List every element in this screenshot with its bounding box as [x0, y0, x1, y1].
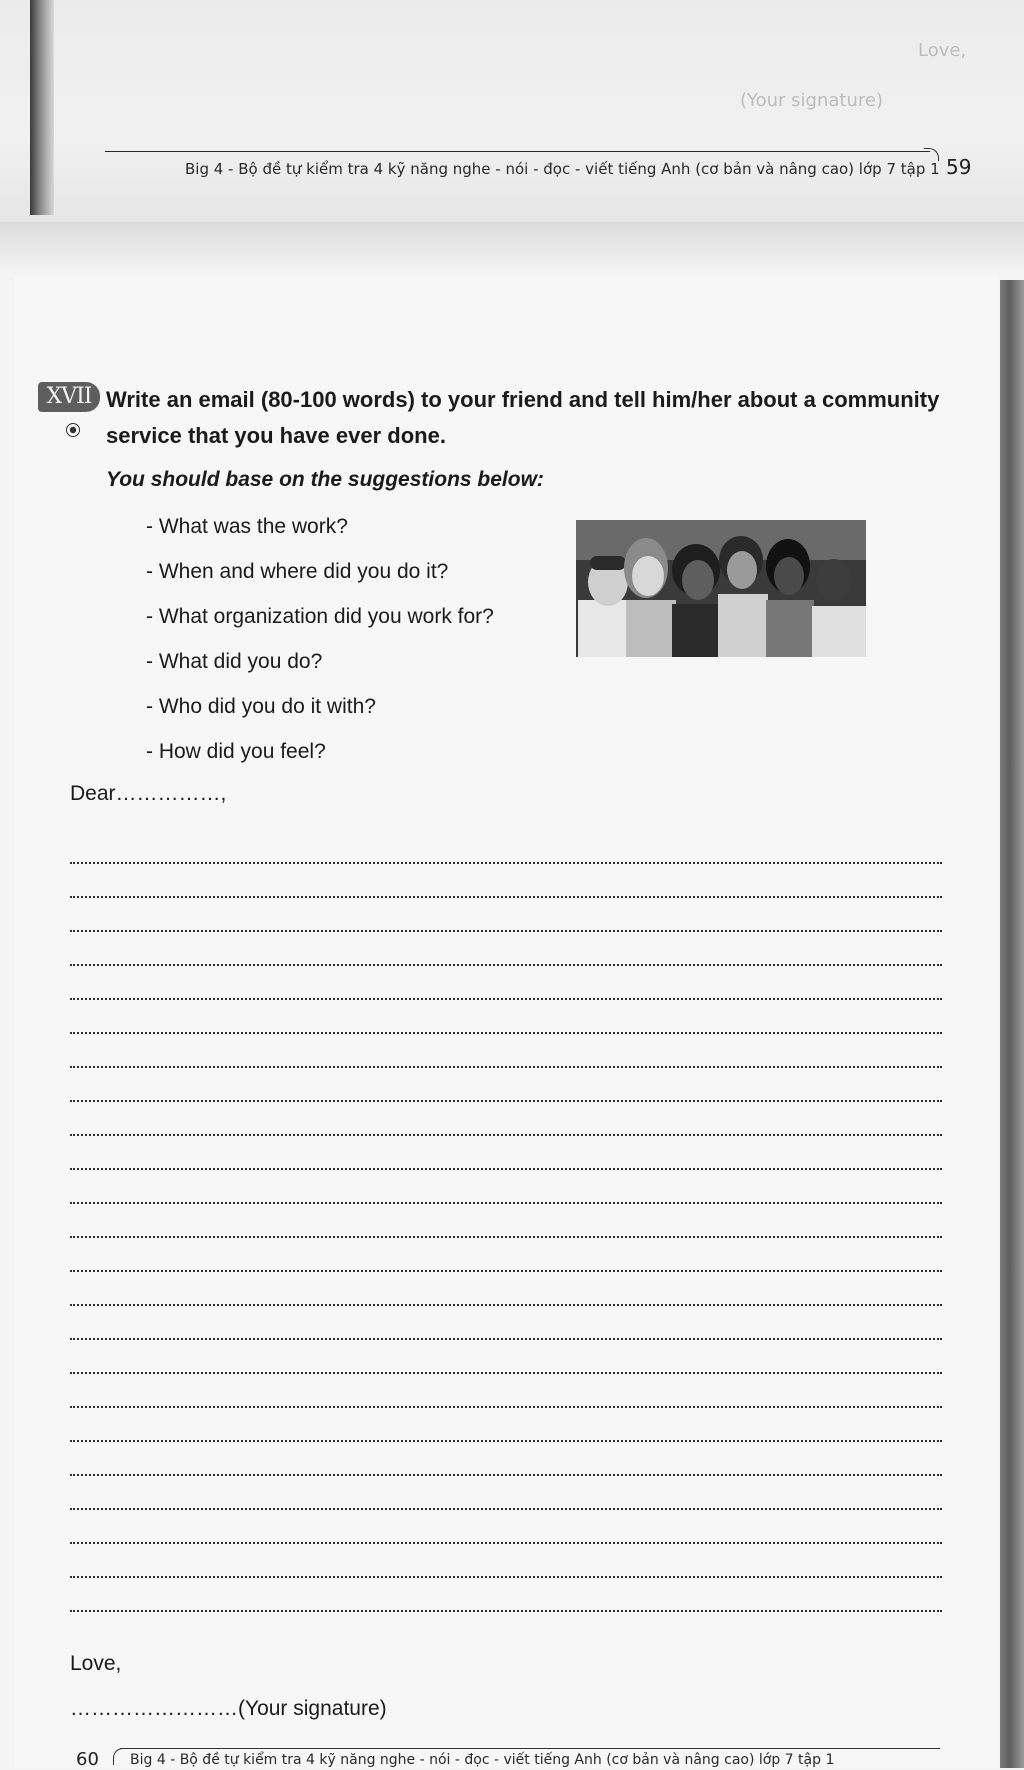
suggestion-item: - Who did you do it with?	[146, 695, 376, 718]
volunteers-group-photo	[576, 520, 866, 657]
previous-page	[0, 0, 1024, 222]
answer-line[interactable]	[70, 1170, 942, 1204]
answer-line[interactable]	[70, 1476, 942, 1510]
answer-line[interactable]	[70, 932, 942, 966]
suggestion-item: - What did you do?	[146, 650, 323, 673]
answer-line[interactable]	[70, 1442, 942, 1476]
answer-line[interactable]	[70, 1374, 942, 1408]
answer-line[interactable]	[70, 1408, 942, 1442]
answer-line[interactable]	[70, 898, 942, 932]
previous-page-footer-text: Big 4 - Bộ đề tự kiểm tra 4 kỹ năng nghe - nói - đọc - viết tiếng Anh (cơ bản và nâng cao) lớp 7 tập 1	[185, 160, 940, 178]
exercise-title-line1: Write an email (80-100 words) to your friend and tell him/her about a community	[106, 387, 940, 412]
suggestion-item: - How did you feel?	[146, 740, 326, 763]
page-gap	[0, 222, 1024, 277]
previous-page-number: 59	[946, 155, 972, 179]
answer-line[interactable]	[70, 830, 942, 864]
answer-line[interactable]	[70, 1000, 942, 1034]
suggestion-list	[146, 512, 494, 782]
answer-line[interactable]	[70, 1068, 942, 1102]
footer-rule	[120, 1748, 940, 1749]
suggestion-item: - When and where did you do it?	[146, 560, 449, 583]
email-signature-line: ……………………(Your signature)	[70, 1697, 387, 1720]
answer-line[interactable]	[70, 1034, 942, 1068]
answer-line[interactable]	[70, 1306, 942, 1340]
email-closing: Love,	[70, 1652, 122, 1675]
suggestion-item: - What organization did you work for?	[146, 605, 494, 628]
bullet-icon	[66, 423, 80, 437]
answer-line[interactable]	[70, 966, 942, 1000]
footer-tick	[113, 1748, 124, 1765]
previous-page-ghost-love: Love,	[918, 40, 967, 61]
answer-line[interactable]	[70, 1238, 942, 1272]
exercise-title	[106, 382, 956, 454]
exercise-number-badge: XVII	[38, 382, 100, 412]
answer-line[interactable]	[70, 1510, 942, 1544]
answer-line[interactable]	[70, 1544, 942, 1578]
previous-page-spine	[30, 0, 54, 215]
previous-page-ghost-signature: (Your signature)	[740, 90, 883, 111]
answer-line[interactable]	[70, 864, 942, 898]
footer-text: Big 4 - Bộ đề tự kiểm tra 4 kỹ năng nghe - nói - đọc - viết tiếng Anh (cơ bản và nâng cao) lớp 7 tập 1	[130, 1752, 835, 1768]
answer-line[interactable]	[70, 1578, 942, 1612]
page-number: 60	[76, 1749, 99, 1770]
volunteers-photo-illustration	[576, 520, 866, 657]
answer-line[interactable]	[70, 1102, 942, 1136]
previous-page-footer-rule	[105, 151, 930, 152]
answer-line[interactable]	[70, 1136, 942, 1170]
suggestion-item: - What was the work?	[146, 515, 348, 538]
email-greeting: Dear……………,	[70, 782, 227, 805]
answer-line[interactable]	[70, 1340, 942, 1374]
answer-line[interactable]	[70, 1204, 942, 1238]
exercise-instruction: You should base on the suggestions below:	[106, 468, 544, 491]
answer-lines[interactable]	[70, 830, 942, 1612]
book-binding-edge	[1000, 280, 1024, 1768]
answer-line[interactable]	[70, 1272, 942, 1306]
exercise-title-line2: service that you have ever done.	[106, 423, 446, 448]
